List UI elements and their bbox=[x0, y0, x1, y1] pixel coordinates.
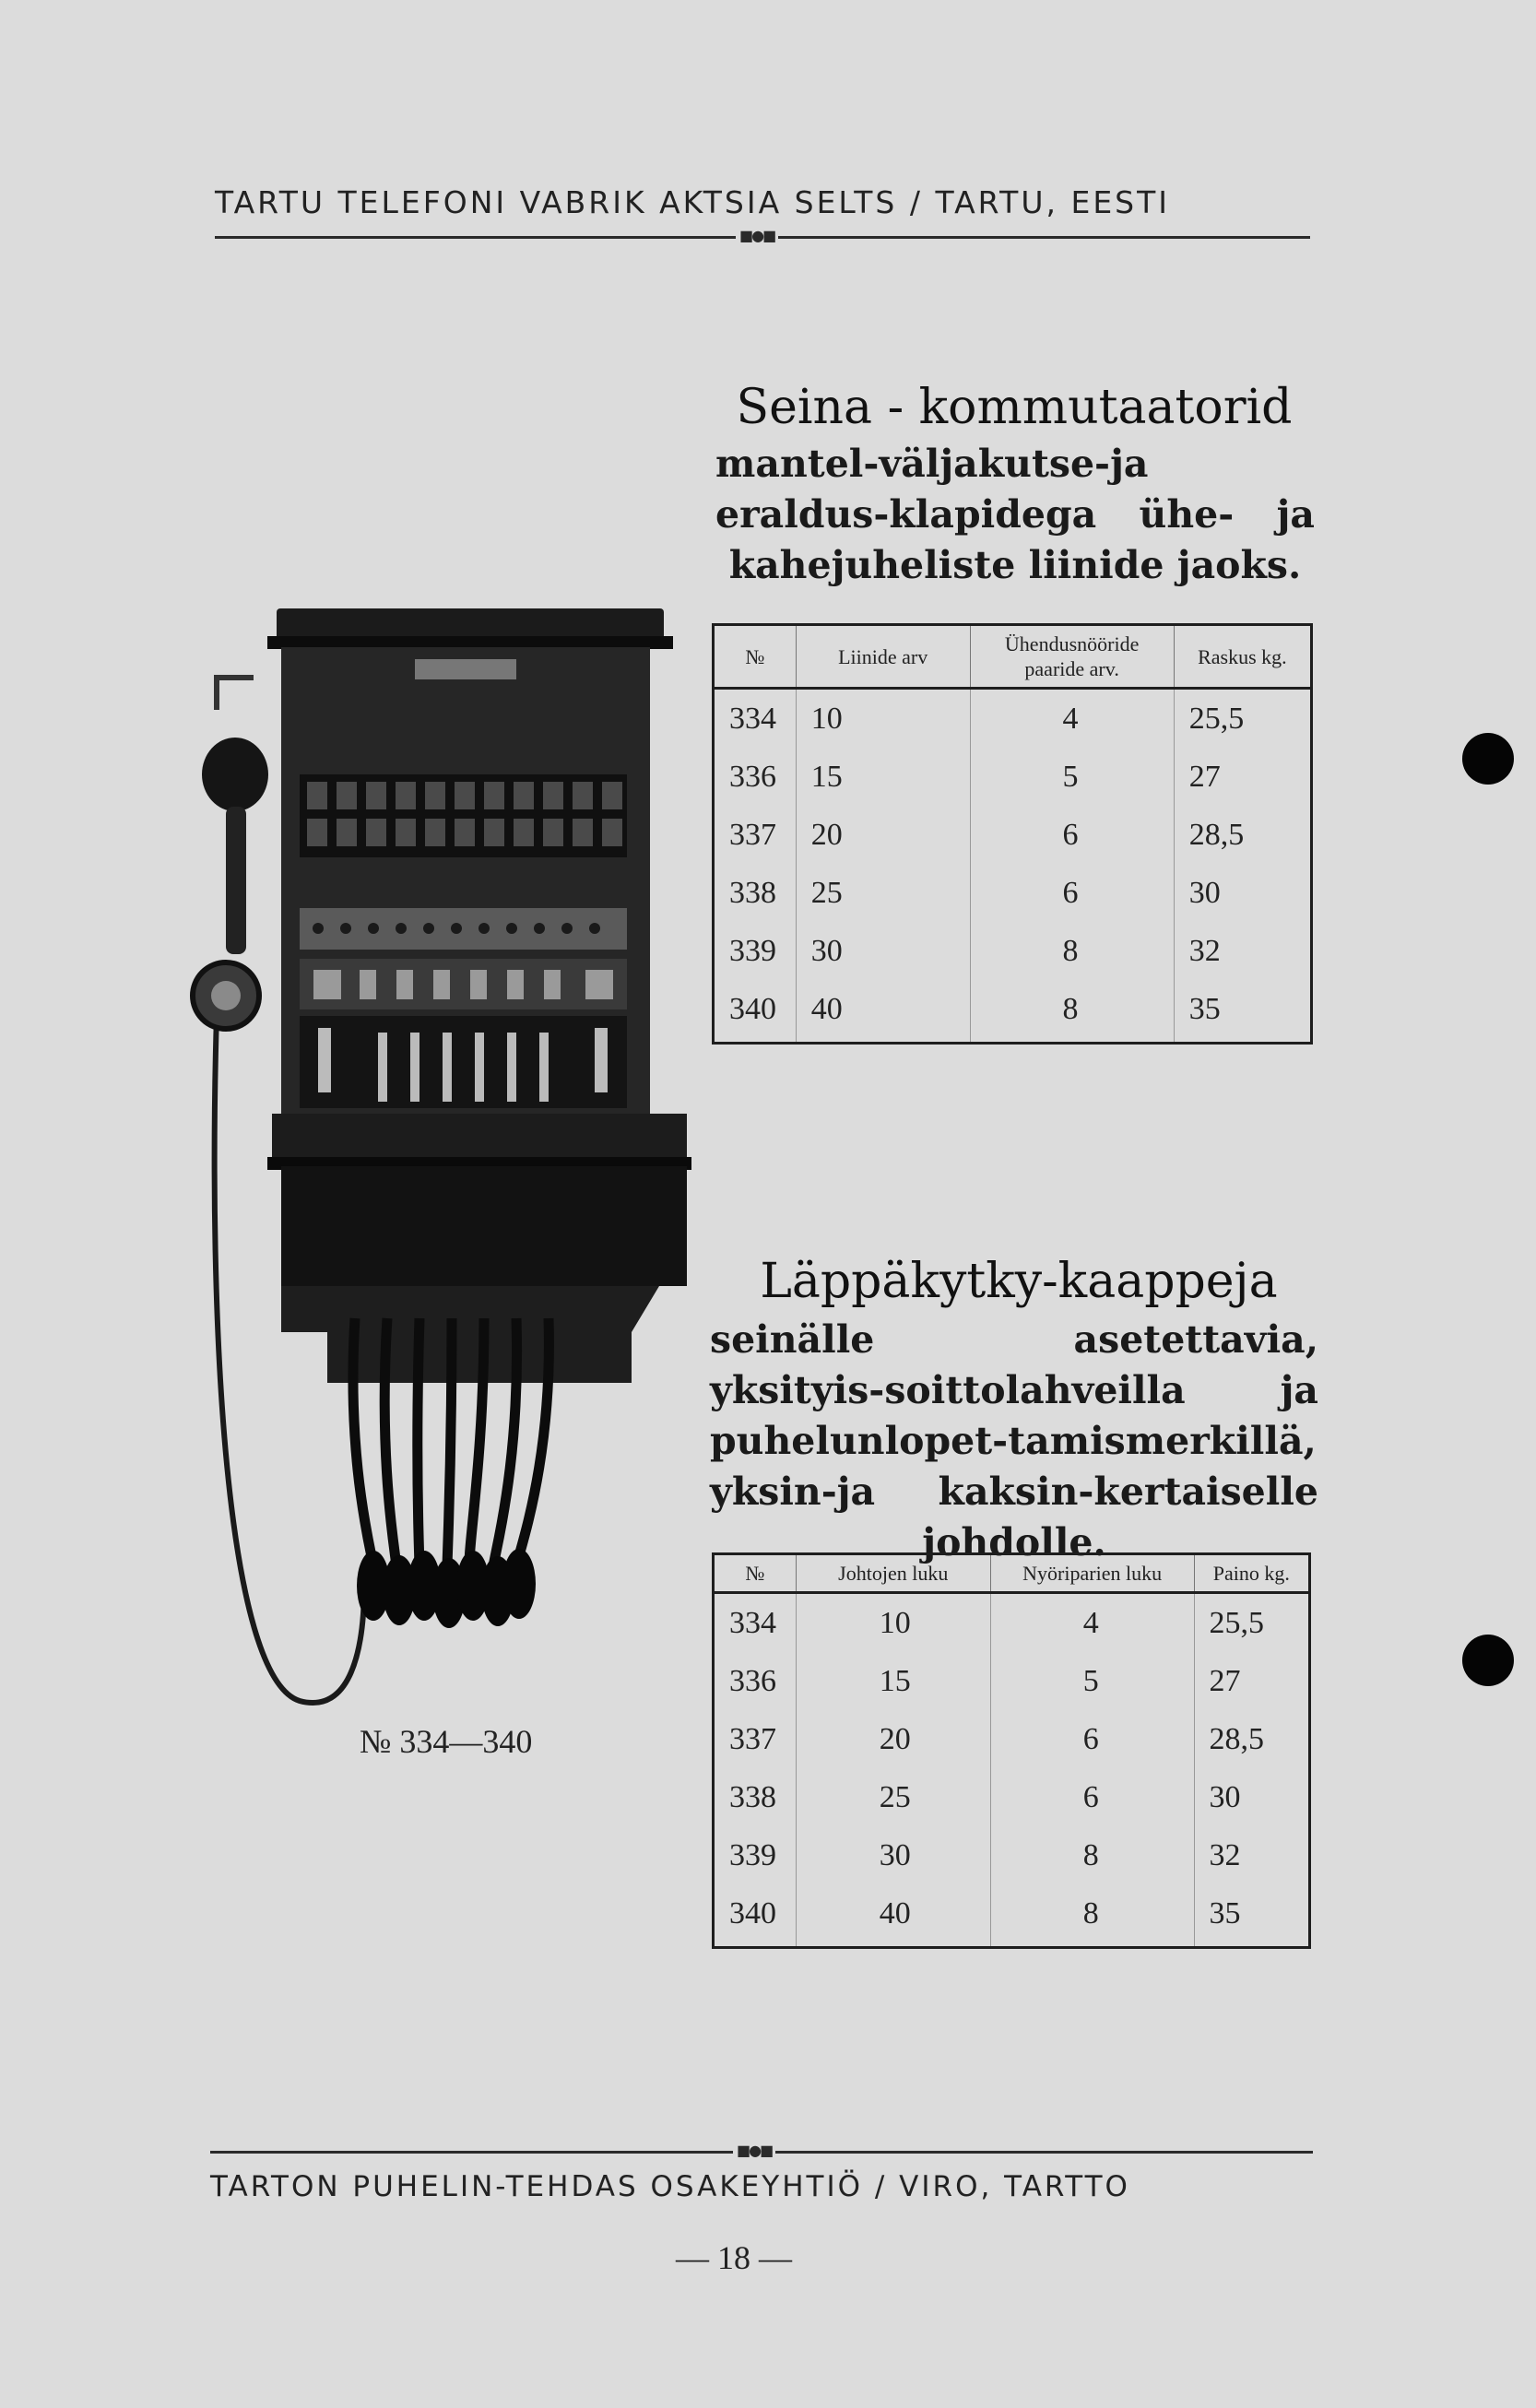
table-cell: 337 bbox=[729, 1721, 776, 1756]
table-cell: 15 bbox=[796, 1652, 990, 1710]
table-cell: 336 bbox=[729, 759, 776, 794]
table-cell: 340 bbox=[729, 991, 776, 1026]
table-row bbox=[714, 1884, 1310, 1948]
table-cell: 35 bbox=[1194, 1884, 1309, 1948]
table-row bbox=[714, 980, 1312, 1044]
col-header-weight: Raskus kg. bbox=[1174, 625, 1311, 689]
table-cell: 338 bbox=[729, 875, 776, 910]
table-row bbox=[714, 689, 1312, 749]
section1-subtitle: mantel-väljakutse-ja eraldus-klapidega ühe- ja kahejuheliste liinide jaoks. bbox=[715, 442, 1315, 587]
table-cell: 28,5 bbox=[1194, 1710, 1309, 1768]
table-header-row bbox=[714, 625, 1312, 689]
table-cell: 20 bbox=[796, 806, 970, 864]
table-cell: 6 bbox=[990, 1710, 1194, 1768]
table-cell: 6 bbox=[970, 864, 1174, 922]
table-cell: 8 bbox=[990, 1884, 1194, 1948]
header-rule-ornament: ■●■ bbox=[736, 227, 778, 244]
table-row bbox=[714, 1593, 1310, 1653]
punch-hole-lower bbox=[1462, 1635, 1514, 1686]
table-cell: 8 bbox=[970, 922, 1174, 980]
col-header-lines: Johtojen luku bbox=[796, 1554, 990, 1593]
table-row bbox=[714, 1826, 1310, 1884]
table-cell: 334 bbox=[729, 1605, 776, 1640]
table-cell: 336 bbox=[729, 1663, 776, 1698]
table-cell: 30 bbox=[1194, 1768, 1309, 1826]
page-header: TARTU TELEFONI VABRIK AKTSIA SELTS / TARTU, EESTI bbox=[215, 184, 1171, 220]
table-row bbox=[714, 748, 1312, 806]
table-cell: 6 bbox=[970, 806, 1174, 864]
table-cell: 25 bbox=[796, 1768, 990, 1826]
table-cell: 15 bbox=[796, 748, 970, 806]
table-cell: 27 bbox=[1174, 748, 1311, 806]
photo-caption: № 334—340 bbox=[360, 1723, 533, 1760]
table-cell: 338 bbox=[729, 1779, 776, 1814]
table-cell: 337 bbox=[729, 817, 776, 852]
table-row bbox=[714, 864, 1312, 922]
table-cell: 339 bbox=[729, 933, 776, 968]
section2-table bbox=[712, 1552, 1311, 1949]
section2-subtitle: seinälle asetettavia, yksityis-soittolahveilla ja puhelunlopet-tamismerkillä, yksin-ja kaksin-kertaiselle johdolle. bbox=[710, 1317, 1318, 1564]
table-cell: 4 bbox=[970, 689, 1174, 749]
table-row bbox=[714, 806, 1312, 864]
table-cell: 10 bbox=[796, 1593, 990, 1653]
table-header-row bbox=[714, 1554, 1310, 1593]
table-cell: 334 bbox=[729, 701, 776, 736]
table-cell: 27 bbox=[1194, 1652, 1309, 1710]
table-cell: 339 bbox=[729, 1837, 776, 1872]
col-header-cord-pairs: Ühendusnööride paaride arv. bbox=[970, 625, 1174, 689]
table-cell: 35 bbox=[1174, 980, 1311, 1044]
col-header-lines: Liinide arv bbox=[796, 625, 970, 689]
table-cell: 30 bbox=[796, 922, 970, 980]
table-cell: 5 bbox=[970, 748, 1174, 806]
table-cell: 28,5 bbox=[1174, 806, 1311, 864]
table-cell: 5 bbox=[990, 1652, 1194, 1710]
table-row bbox=[714, 1652, 1310, 1710]
table-cell: 6 bbox=[990, 1768, 1194, 1826]
wall-switchboard-photo bbox=[189, 590, 705, 1724]
page-number: — 18 — bbox=[676, 2239, 792, 2276]
table-row bbox=[714, 922, 1312, 980]
table-cell: 30 bbox=[796, 1826, 990, 1884]
table-row bbox=[714, 1710, 1310, 1768]
table-cell: 25,5 bbox=[1194, 1593, 1309, 1653]
table-cell: 25 bbox=[796, 864, 970, 922]
table-cell: 340 bbox=[729, 1895, 776, 1930]
footer-rule-ornament: ■●■ bbox=[733, 2142, 775, 2159]
section1-table bbox=[712, 623, 1313, 1045]
section2-title: Läppäkytky-kaappeja bbox=[760, 1254, 1278, 1309]
table-cell: 32 bbox=[1174, 922, 1311, 980]
table-cell: 10 bbox=[796, 689, 970, 749]
punch-hole-upper bbox=[1462, 733, 1514, 785]
table-cell: 20 bbox=[796, 1710, 990, 1768]
col-header-cord-pairs: Nyöriparien luku bbox=[990, 1554, 1194, 1593]
col-header-weight: Paino kg. bbox=[1194, 1554, 1309, 1593]
table-row bbox=[714, 1768, 1310, 1826]
page-footer: TARTON PUHELIN-TEHDAS OSAKEYHTIÖ / VIRO, TARTTO bbox=[210, 2170, 1130, 2203]
table-cell: 40 bbox=[796, 1884, 990, 1948]
table-cell: 8 bbox=[970, 980, 1174, 1044]
table-cell: 25,5 bbox=[1174, 689, 1311, 749]
table-cell: 40 bbox=[796, 980, 970, 1044]
table-cell: 4 bbox=[990, 1593, 1194, 1653]
col-header-number: № bbox=[714, 625, 797, 689]
col-header-number: № bbox=[714, 1554, 797, 1593]
table-cell: 30 bbox=[1174, 864, 1311, 922]
table-cell: 32 bbox=[1194, 1826, 1309, 1884]
table-cell: 8 bbox=[990, 1826, 1194, 1884]
section1-title: Seina - kommutaatorid bbox=[736, 380, 1293, 435]
